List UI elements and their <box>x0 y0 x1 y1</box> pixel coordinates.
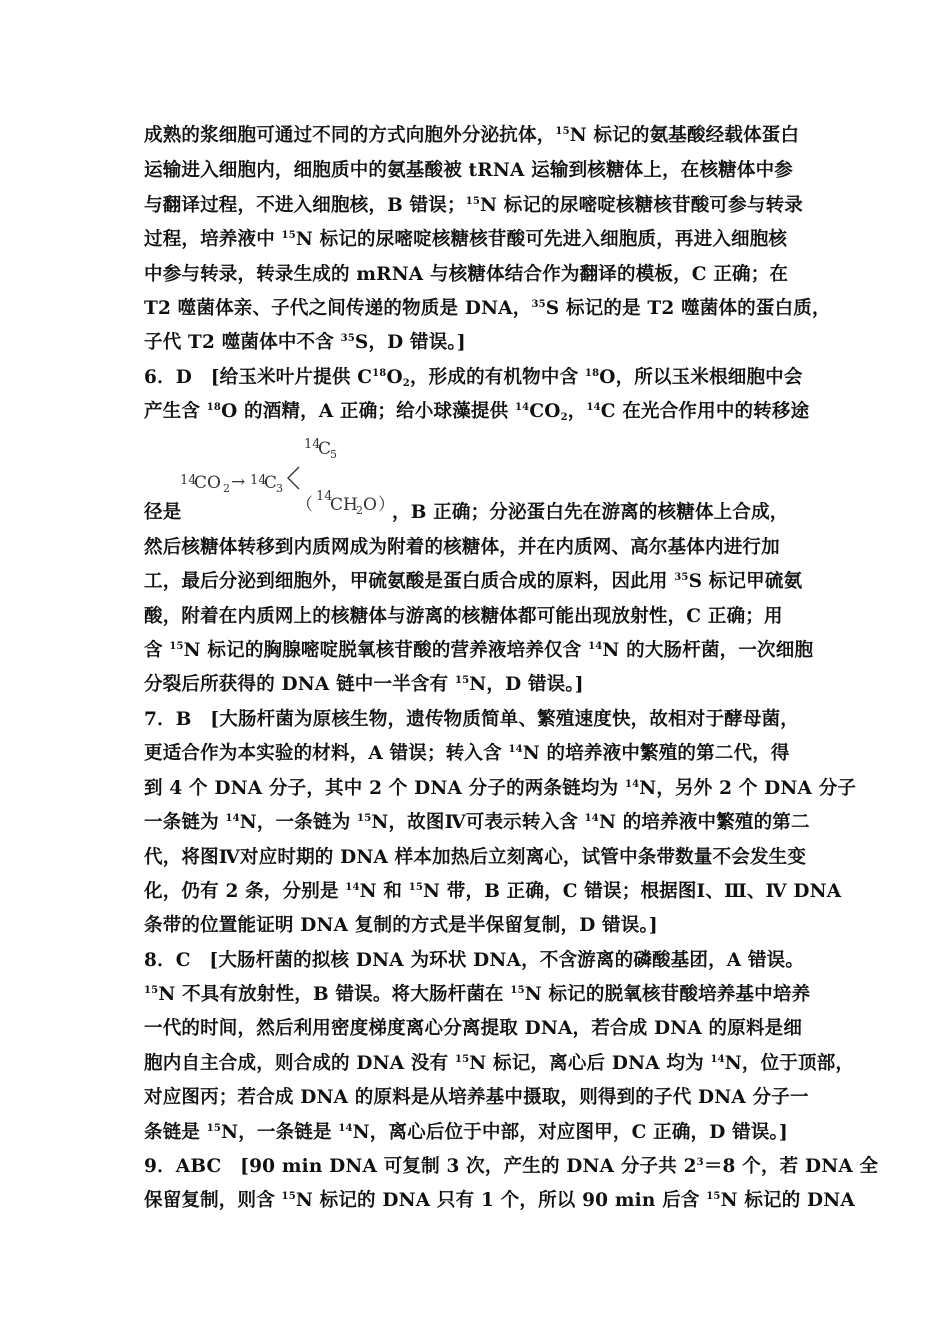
text-line: 分裂后所获得的 DNA 链中一半含有 $^{15}$N，D 错误。] <box>144 674 584 695</box>
answer-6: 6．D [给玉米叶片提供 $C^{18}O_2$，形成的有机物中含 $^{18}$O，所以玉米根细胞中会 <box>144 367 803 389</box>
diagram-bottom-close: ） <box>378 495 395 515</box>
answer-9: 9．ABC [90 min DNA 可复制 3 次，产生的 DNA 分子共 $2^3=8$ 个，若 DNA 全 <box>144 1156 879 1177</box>
answer-7: 7．B [大肠杆菌为原核生物，遗传物质简单、繁殖速度快，故相对于酵母菌， <box>144 709 799 730</box>
diagram-bottom-tail: O <box>363 495 377 515</box>
text-line: 酸，附着在内质网上的核糖体与游离的核糖体都可能出现放射性，C 正确；用 <box>144 606 783 627</box>
diagram-top-main: C <box>318 439 332 459</box>
text-line: 与翻译过程，不进入细胞核，B 错误；$^{15}$N 标记的尿嘧啶核糖核苷酸可参与转录 <box>144 195 803 216</box>
diagram-source-sub: 2 <box>223 482 230 495</box>
diagram-bottom-open: （ <box>296 495 313 515</box>
text-line: 中参与转录，转录生成的 mRNA 与核糖体结合作为翻译的模板，C 正确；在 <box>144 264 789 285</box>
text-line: 条带的位置能证明 DNA 复制的方式是半保留复制，D 错误。] <box>144 915 658 936</box>
text-line: 产生含 $^{18}$O 的酒精，A 正确；给小球藻提供 $^{14}CO_2$，$^{14}$C 在光合作用中的转移途 <box>144 401 810 423</box>
diagram-source-main: CO <box>194 473 221 493</box>
text-line: 径是 <box>144 502 182 523</box>
text-line: ，B 正确；分泌蛋白先在游离的核糖体上合成， <box>392 502 789 523</box>
text-line: 胞内自主合成，则合成的 DNA 没有 $^{15}$N 标记，离心后 DNA 均为 $^{14}$N，位于顶部， <box>144 1053 855 1074</box>
text-line: 条链是 $^{15}$N，一条链是 $^{14}$N，离心后位于中部，对应图甲，C 正确，D 错误。] <box>144 1122 788 1143</box>
text-line: T2 噬菌体亲、子代之间传递的物质是 DNA，$^{35}$S 标记的是 T2 噬菌体的蛋白质， <box>144 298 831 319</box>
text-line: 运输进入细胞内，细胞质中的氨基酸被 tRNA 运输到核糖体上，在核糖体中参 <box>144 160 793 181</box>
text-line: 一代的时间，然后利用密度梯度离心分离提取 DNA，若合成 DNA 的原料是细 <box>144 1018 803 1039</box>
text-line: 然后核糖体转移到内质网成为附着的核糖体，并在内质网、高尔基体内进行加 <box>144 537 780 558</box>
diagram-arrow: → <box>231 472 246 492</box>
answer-8: 8．C [大肠杆菌的拟核 DNA 为环状 DNA，不含游离的磷酸基团，A 错误。 <box>144 950 805 971</box>
carbon-transfer-diagram <box>178 434 408 520</box>
diagram-bottom-main: CH <box>330 495 358 515</box>
diagram-top-sup: 14 <box>304 437 321 452</box>
diagram-bottom-sub: 2 <box>356 504 363 517</box>
text-line: 更适合作为本实验的材料，A 错误；转入含 $^{14}$N 的培养液中繁殖的第二代，得 <box>144 743 790 764</box>
text-line: 到 4 个 DNA 分子，其中 2 个 DNA 分子的两条链均为 $^{14}$N，另外 2 个 DNA 分子 <box>144 778 857 799</box>
text-line: 化，仍有 2 条，分别是 $^{14}$N 和 $^{15}$N 带，B 正确，C 错误；根据图Ⅰ、Ⅲ、Ⅳ DNA <box>144 881 842 902</box>
text-line: 含 $^{15}$N 标记的胸腺嘧啶脱氧核苷酸的营养液培养仅含 $^{14}$N 的大肠杆菌，一次细胞 <box>144 640 814 661</box>
text-line: 代，将图Ⅳ对应时期的 DNA 样本加热后立刻离心，试管中条带数量不会发生变 <box>144 847 807 868</box>
diagram-mid-main: C <box>264 473 278 493</box>
text-line: $^{15}$N 不具有放射性，B 错误。将大肠杆菌在 $^{15}$N 标记的脱氧核苷酸培养基中培养 <box>144 984 811 1005</box>
text-line: 对应图丙；若合成 DNA 的原料是从培养基中摄取，则得到的子代 DNA 分子一 <box>144 1087 809 1108</box>
text-line: 过程，培养液中 $^{15}$N 标记的尿嘧啶核糖核苷酸可先进入细胞质，再进入细胞核 <box>144 229 788 250</box>
diagram-top-sub: 5 <box>330 448 337 461</box>
diagram-mid-sub: 3 <box>276 482 283 495</box>
diagram-source-sup: 14 <box>180 473 197 488</box>
diagram-fork-lines <box>288 467 299 489</box>
text-line: 成熟的浆细胞可通过不同的方式向胞外分泌抗体，$^{15}$N 标记的氨基酸经载体蛋白 <box>144 125 800 146</box>
text-line: 子代 T2 噬菌体中不含 $^{35}$S，D 错误。] <box>144 332 466 353</box>
text-line: 工，最后分泌到细胞外，甲硫氨酸是蛋白质合成的原料，因此用 $^{35}$S 标记甲硫氨 <box>144 571 803 592</box>
diagram-mid-sup: 14 <box>250 473 267 488</box>
text-line: 保留复制，则含 $^{15}$N 标记的 DNA 只有 1 个，所以 90 min 后含 $^{15}$N 标记的 DNA <box>144 1190 855 1211</box>
diagram-bottom-sup: 14 <box>316 489 333 504</box>
text-line: 一条链为 $^{14}$N，一条链为 $^{15}$N，故图Ⅳ可表示转入含 $^{14}$N 的培养液中繁殖的第二 <box>144 812 810 833</box>
